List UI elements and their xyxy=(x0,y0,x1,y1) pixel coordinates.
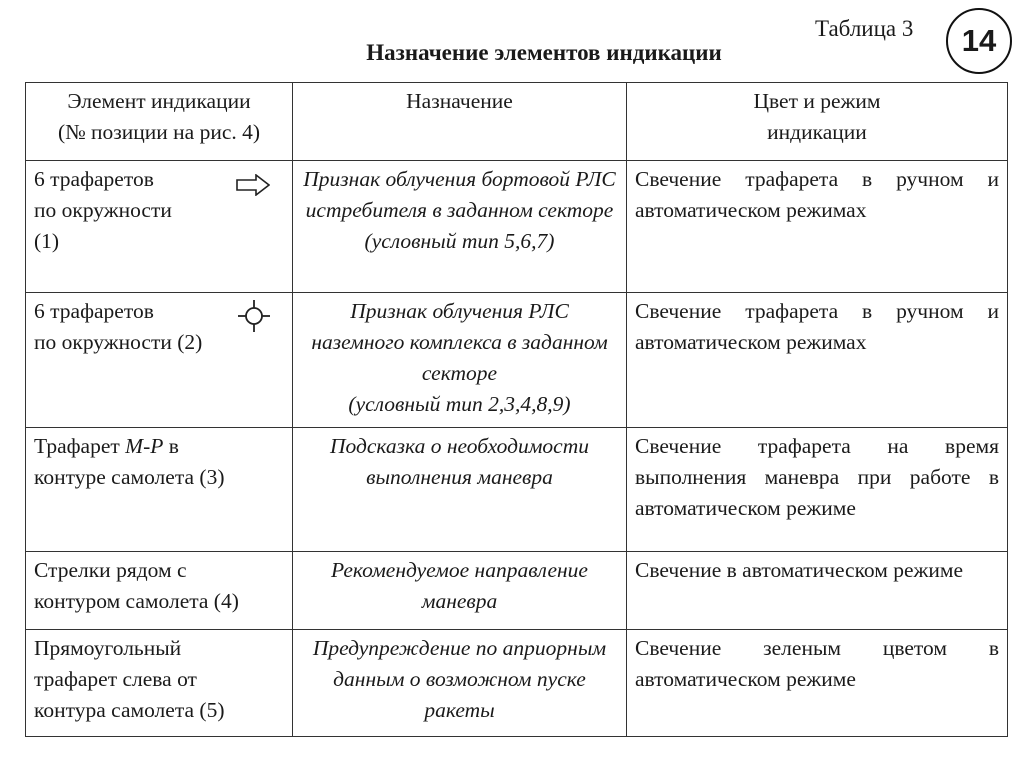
mode-cell: Свечение трафарета в ручном и автоматическом режимах xyxy=(627,161,1008,293)
purpose-text: Признак облучения РЛС наземного комплекса в заданном секторе xyxy=(311,299,608,385)
mode-cell: Свечение зеленым цветом в автоматическом режиме xyxy=(627,630,1008,737)
element-text: 6 трафаретов по окружности (1) xyxy=(34,167,172,253)
crosshair-circle-icon xyxy=(238,300,270,332)
document-title: Назначение элементов индикации xyxy=(366,40,722,65)
header-element: Элемент индикации (№ позиции на рис. 4) xyxy=(26,83,293,161)
purpose-type: (условный тип 5,6,7) xyxy=(364,229,555,253)
table-row xyxy=(26,161,1008,293)
purpose-text: Признак облучения бортовой РЛС истребителя в заданном секторе xyxy=(303,167,616,222)
element-cell xyxy=(26,428,293,552)
purpose-cell xyxy=(293,161,627,293)
element-cell xyxy=(26,293,293,428)
header-purpose: Назначение xyxy=(293,83,627,161)
element-text-prefix: Трафарет xyxy=(34,434,126,458)
indication-elements-table xyxy=(25,82,1008,737)
purpose-cell xyxy=(293,293,627,428)
page-number-badge: 14 xyxy=(946,8,1012,74)
element-text: 6 трафаретов по окружности (2) xyxy=(34,299,203,354)
purpose-type: (условный тип 2,3,4,8,9) xyxy=(348,392,571,416)
purpose-cell: Предупреждение по априорным данным о возможном пуске ракеты xyxy=(293,630,627,737)
element-text-italic: М-Р xyxy=(125,434,164,458)
mode-cell: Свечение в автоматическом режиме xyxy=(627,552,1008,630)
element-cell: Стрелки рядом с контуром самолета (4) xyxy=(26,552,293,630)
mode-cell: Свечение трафарета на время выполнения маневра при работе в автоматическом режиме xyxy=(627,428,1008,552)
arrow-outline-icon xyxy=(236,174,270,196)
table-label: Таблица 3 xyxy=(815,16,914,41)
element-cell xyxy=(26,161,293,293)
element-text-suffix: в контуре самолета (3) xyxy=(34,434,225,489)
table-header-row xyxy=(26,83,1008,161)
purpose-cell: Подсказка о необходимости выполнения маневра xyxy=(293,428,627,552)
table-row xyxy=(26,293,1008,428)
table-row xyxy=(26,552,1008,630)
element-cell: Прямоугольный трафарет слева от контура самолета (5) xyxy=(26,630,293,737)
table-row xyxy=(26,630,1008,737)
table-row xyxy=(26,428,1008,552)
header-mode: Цвет и режим индикации xyxy=(627,83,1008,161)
mode-cell: Свечение трафарета в ручном и автоматическом режимах xyxy=(627,293,1008,428)
purpose-cell: Рекомендуемое направление маневра xyxy=(293,552,627,630)
